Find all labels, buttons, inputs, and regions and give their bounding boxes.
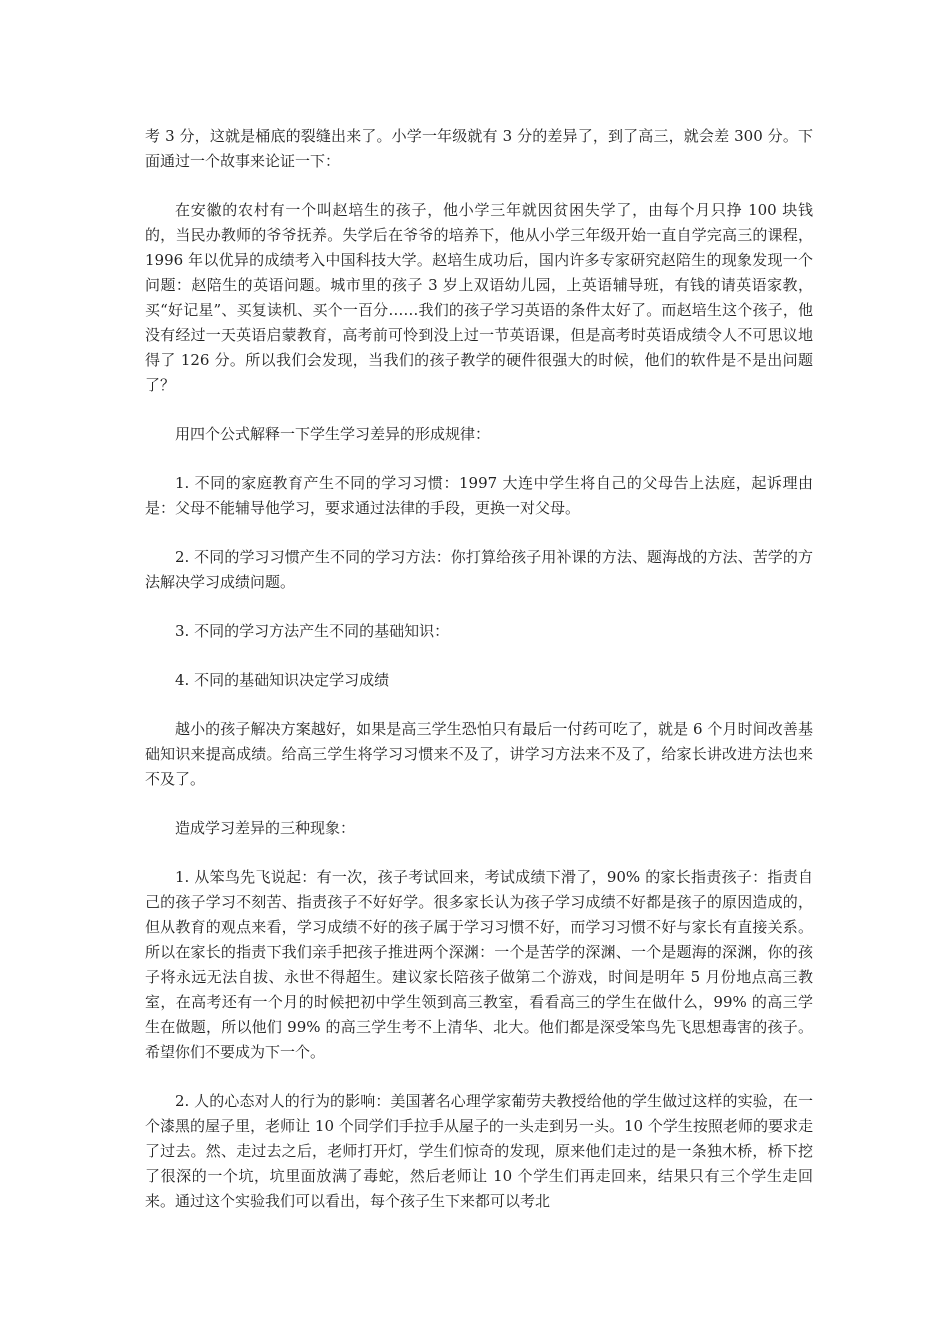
paragraph-formula-3: 3. 不同的学习方法产生不同的基础知识： — [175, 622, 450, 640]
paragraph-formula-2: 2. 不同的学习习惯产生不同的学习方法：你打算给孩子用补课的方法、题海战的方法、苦学的方法解决学习成绩问题。 — [145, 548, 813, 591]
paragraph-younger-better: 越小的孩子解决方案越好，如果是高三学生恐怕只有最后一付药可吃了，就是 6 个月时间改善基础知识来提高成绩。给高三学生将学习习惯来不及了，讲学习方法来不及了，给家长讲改进方法也来不及了。 — [145, 720, 813, 788]
paragraph-phenomenon-2: 2. 人的心态对人的行为的影响：美国著名心理学家葡劳夫教授给他的学生做过这样的实验，在一个漆黑的屋子里，老师让 10 个同学们手拉手从屋子的一头走到另一头。10 个学生按照老师的要求走了过去。然、走过去之后，老师打开灯，学生们惊奇的发现，原来他们走过的是一条独木桥，桥下挖了很深的一个坑，坑里面放满了毒蛇，然后老师让 10 个学生们再走回来，结果只有三个学生走回来。通过这个实验我们可以看出，每个孩子生下来都可以考北 — [145, 1092, 813, 1210]
paragraph-story: 在安徽的农村有一个叫赵培生的孩子，他小学三年就因贫困失学了，由每个月只挣 100 块钱的，当民办教师的爷爷抚养。失学后在爷爷的培养下，他从小学三年级开始一直自学完高三的课程，1996 年以优异的成绩考入中国科技大学。赵培生成功后，国内许多专家研究赵陪生的现象发现一个问题：赵陪生的英语问题。城市里的孩子 3 岁上双语幼儿园，上英语辅导班，有钱的请英语家教，买“好记星”、买复读机、买个一百分……我们的孩子学习英语的条件太好了。而赵培生这个孩子，他没有经过一天英语启蒙教育，高考前可怜到没上过一节英语课，但是高考时英语成绩令人不可思议地得了 126 分。所以我们会发现，当我们的孩子教学的硬件很强大的时候，他们的软件是不是出问题了？ — [145, 201, 813, 394]
paragraph-phenomenon-1: 1. 从笨鸟先飞说起：有一次，孩子考试回来，考试成绩下滑了，90% 的家长指责孩子：指责自己的孩子学习不刻苦、指责孩子不好好学。很多家长认为孩子学习成绩不好都是孩子的原因造成的，但从教育的观点来看，学习成绩不好的孩子属于学习习惯不好，而学习习惯不好与家长有直接关系。所以在家长的指责下我们亲手把孩子推进两个深渊：一个是苦学的深渊、一个是题海的深渊，你的孩子将永远无法自拔、永世不得超生。建议家长陪孩子做第二个游戏，时间是明年 5 月份地点高三教室，在高考还有一个月的时候把初中学生领到高三教室，看看高三的学生在做什么，99% 的高三学生在做题，所以他们 99% 的高三学生考不上清华、北大。他们都是深受笨鸟先飞思想毒害的孩子。希望你们不要成为下一个。 — [145, 868, 813, 1061]
document-body — [145, 124, 813, 1214]
paragraph-four-formulas-heading: 用四个公式解释一下学生学习差异的形成规律： — [175, 425, 491, 443]
paragraph-formula-1: 1. 不同的家庭教育产生不同的学习习惯：1997 大连中学生将自己的父母告上法庭，起诉理由是：父母不能辅导他学习，要求通过法律的手段，更换一对父母。 — [145, 474, 813, 517]
paragraph-three-phenomena-heading: 造成学习差异的三种现象： — [175, 819, 356, 837]
paragraph-formula-4: 4. 不同的基础知识决定学习成绩 — [175, 671, 390, 689]
paragraph-intro: 考 3 分，这就是桶底的裂缝出来了。小学一年级就有 3 分的差异了，到了高三，就会差 300 分。下面通过一个故事来论证一下： — [145, 127, 813, 170]
